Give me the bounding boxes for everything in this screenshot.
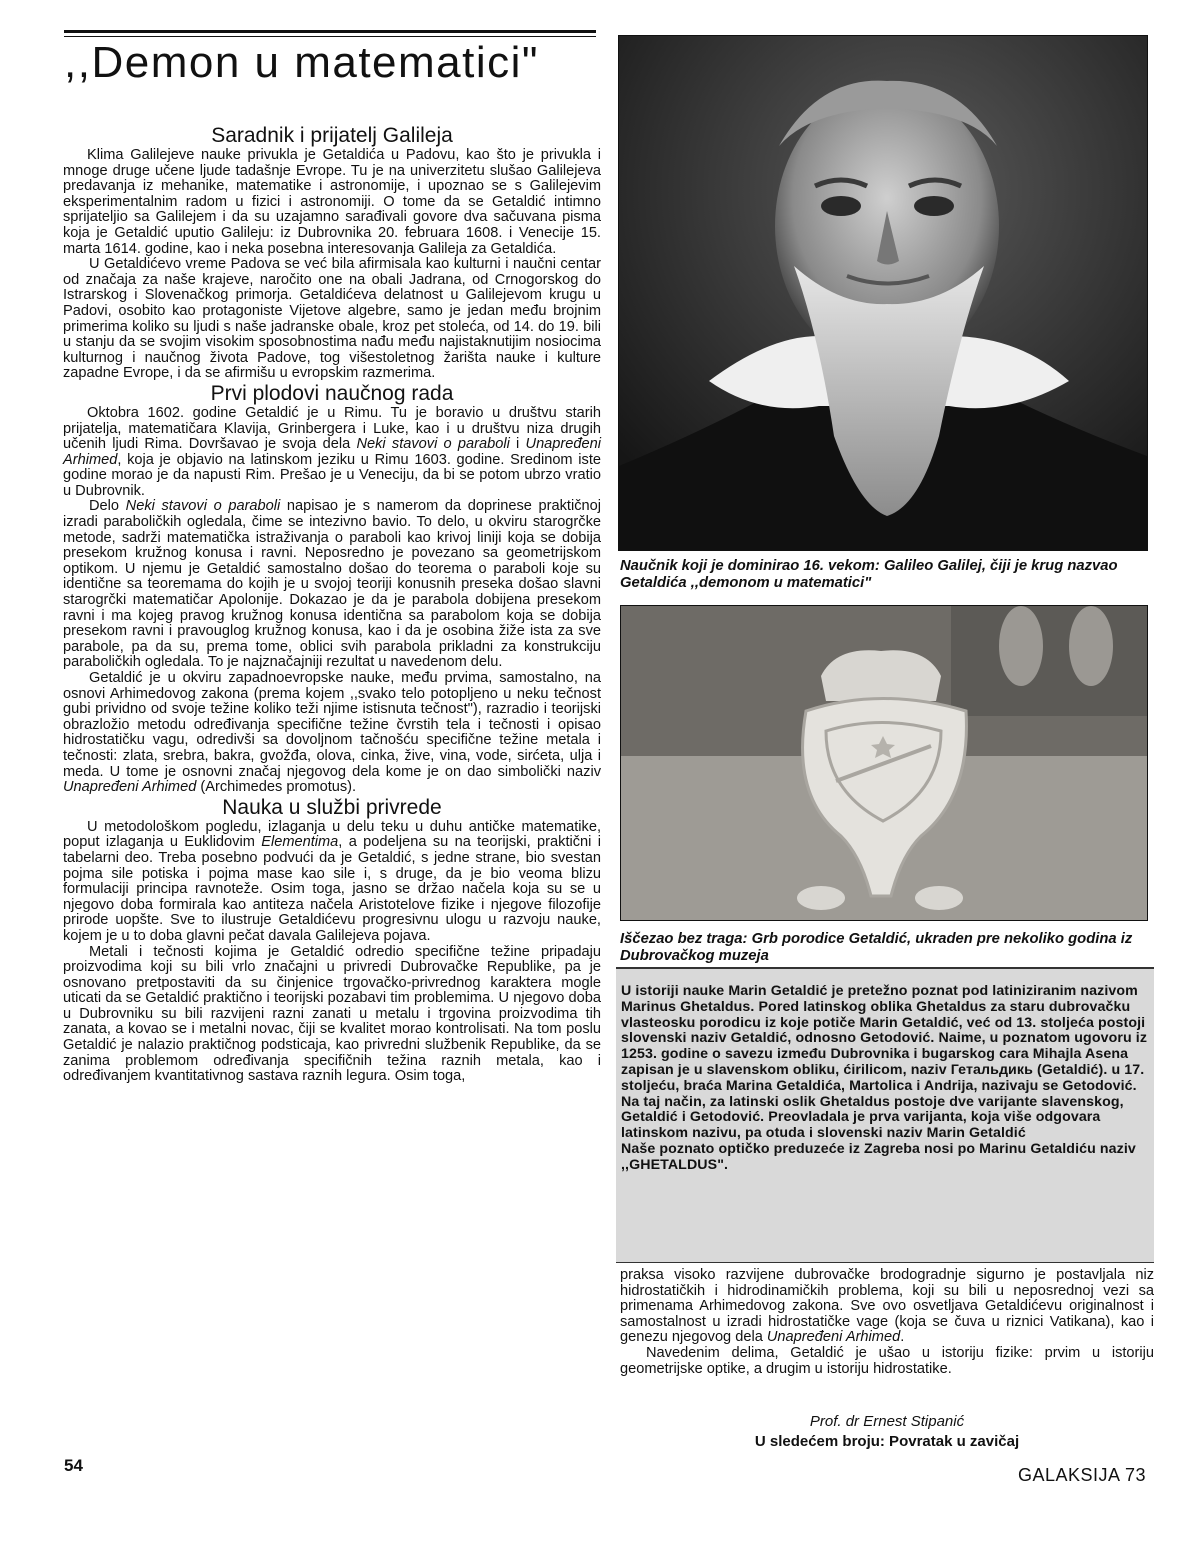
italic-title: Unapređeni Arhimed — [63, 779, 197, 796]
header-rule-top — [64, 30, 596, 33]
article-title: ,,Demon u matematici" — [64, 38, 540, 87]
coat-of-arms-photo — [620, 605, 1148, 921]
section-heading: Nauka u službi privrede — [222, 795, 442, 819]
body-paragraph: Klima Galilejeve nauke privukla je Getaldića u Padovu, kao što je privukla i mnoge druge učene ljude tadašnje Evrope. Tu je na univerzitetu slušao Galilejeva predavanja iz mehanike, matematike i astronomije, i upoznao se s Galilejevim eksperimentalnim radom u fizici i astronomiji. O tome da se Getaldić intimno sprijateljio sa Galilejem i da su uzajamno sarađivali govore dva sačuvana pisma koja je Getaldić uputio Galileju: iz Dubrovnika 20. februara 1608. i Venecije 15. marta 1614. godine, kao i neka posebna interesovanja Galileja za Getaldića. — [63, 147, 601, 257]
body-paragraph: Metali i tečnosti kojima je Getaldić odredio specifične težine pripadaju proizvodima koji su bili vrlo značajni u privredi Dubrovačke Republike, pa je osnovano pretpostaviti da su činjenice trgovačko-privrednog karaktera mogle uticati da se Getaldić praktično i teorijski pozabavi tim problemima. U njegovo doba u Dubrovniku su bili razvijeni razni zanati u metalu i trgovina proizvodima tih zanata, a kovao se i metalni novac, čiji se kvalitet morao kontrolisati. Na tom poslu Getaldić je nalazio praktičnog podsticaja, kao privredni službenik Republike, da se zanima problemom određivanja specifičnih težina raznih metala, kao i određivanjem kvantitativnog sastava raznih legura. Osim toga, — [63, 943, 601, 1085]
page-number: 54 — [64, 1456, 83, 1475]
body-paragraph: Oktobra 1602. godine Getaldić je u Rimu. Tu je boravio u društvu starih prijatelja, matematičara Klavija, Grinbergera i Luke, kao i u društvu niza drugih učenih ljudi Rima. Dovršavao je svoja dela Neki stavovi o paraboli i Unapređeni Arhimed, koja je objavio na latinskom jeziku u Rimu 1603. godine. Sredinom iste godine morao je da napusti Rim. Prešao je u Veneciju, da bi se potom ubrzo vratio u Dubrovnik. — [63, 404, 601, 499]
right-column-text — [620, 1268, 1154, 1377]
sidebar-paragraph: Naše poznato optičko preduzeće iz Zagreba nosi po Marinu Getaldiću naziv ,,GHETALDUS". — [621, 1140, 1136, 1173]
sidebar-box — [616, 967, 1154, 1263]
sidebar-paragraph: U istoriji nauke Marin Getaldić je pretežno poznat pod latiniziranim nazivom Marinus Ghetaldus. Pored latinskog oblika Ghetaldus za staru dubrovačku vlasteosku porodicu iz koje potiče Marin Getaldić, već od 13. stoljeća postoji slovenski naziv Getaldić, odnosno Getodović. Naime, u poznatom ugovoru iz 1253. godine o savezu između Dubrovnika i bugarskog cara Mihajla Asena zapisan je u slavenskom obliku, ćirilicom, naziv Гетальдикь (Getaldić). u 17. stoljeću, braća Marina Getaldića, Martolica i Andrija, nazivaju se Getodović. Na taj način, za latinski oslik Ghetaldus postoje dve varijante slavenskog, Getaldić i Getodović. Preovladala je prva varijanta, koja više odgovara latinskom nazivu, pa otuda i slovenski naziv Marin Getaldić — [621, 983, 1148, 1142]
section-heading: Saradnik i prijatelj Galileja — [211, 124, 453, 147]
body-paragraph: Navedenim delima, Getaldić je ušao u istoriju fizike: prvim u istoriju geometrijske optike, a drugim u istoriju hidrostatike. — [620, 1344, 1154, 1377]
body-paragraph: praksa visoko razvijene dubrovačke brodogradnje sigurno je postavljala niz hidrostatičkih i hidrodinamičkih problema, koji su bili u neposrednoj vezi sa primenama Arhimedovog zakona. Sve ovo osvetljava Getaldićevu originalnost i samostalnost u izradi hidrostatičke vage (koja se čuva u riznici Vatikana), kao i genezu njegovog dela Unapređeni Arhimed. — [620, 1267, 1154, 1346]
italic-title: Elementima — [261, 834, 339, 851]
body-paragraph: Getaldić je u okviru zapadnoevropske nauke, među prvima, samostalno, na osnovi Arhimedovog zakona (prema kojem ,,svako telo potopljeno u neku tečnost gubi prividno od svoje težine koliko teži njime istisnuta tečnost"), razradio i teorijski obrazložio metodu određivanja specifične težine čvrstih tela i tečnosti i opisao hidrostatičku vagu, odredivši sa dovoljnom tačnošću specifične težine metala i tečnosti: zlata, srebra, bakra, gvožđa, olova, cinka, žive, vina, vode, sirćeta, ulja i meda. U tome je osnovni značaj njegovog dela kome je on dao simbolički naziv Unapređeni Arhimed (Archimedes promotus). — [63, 670, 601, 796]
header-rule-bottom — [64, 36, 596, 37]
coat-of-arms-illustration — [621, 606, 1147, 920]
galileo-portrait-photo — [618, 35, 1148, 551]
italic-title: Unapređeni Arhimed — [766, 1329, 901, 1346]
galileo-photo-caption: Naučnik koji je dominirao 16. vekom: Galileo Galilej, čiji je krug nazvao Getaldića ,,demonom u matematici" — [620, 558, 1118, 591]
body-paragraph: U Getaldićevo vreme Padova se već bila afirmisala kao kulturni i naučni centar od značaja za naše krajeve, naročito one na obali Jadrana, od Crnogorskog do Istrarskog i Slovenačkog primorja. Getaldićeva delatnost u Galilejevom krugu u Padovi, osobito kao protagoniste Vijetove algebre, samo je jedan među brojnim primerima koliko su ljudi s naše jadranske obale, kroz pet stoleća, od 14. do 19. bili u stanju da se svojim visokim sposobnostima nađu među najistaknutijim nosiocima kulturnog i naučnog života Padove, tog višestoletnog žarišta nauke i kulture zapadne Evrope, i da se afirmišu u evropskim razmerima. — [63, 256, 601, 382]
magazine-footer: GALAKSIJA 73 — [1018, 1465, 1147, 1485]
italic-title: Neki stavovi o paraboli — [356, 436, 510, 453]
author-signature: Prof. dr Ernest Stipanić — [809, 1413, 965, 1430]
galileo-portrait-illustration — [619, 36, 1147, 550]
coat-of-arms-caption: Iščezao bez traga: Grb porodice Getaldić, ukraden pre nekoliko godina iz Dubrovačkog muzeja — [620, 931, 1133, 964]
section-heading: Prvi plodovi naučnog rada — [210, 381, 454, 405]
italic-title: Neki stavovi o paraboli — [125, 498, 281, 515]
left-column — [63, 124, 601, 1085]
next-issue-notice: U sledećem broju: Povratak u zavičaj — [754, 1433, 1020, 1450]
body-paragraph: Delo Neki stavovi o paraboli napisao je s namerom da doprinese praktičnoj izradi paraboličkih ogledala, čime se intezivno bavio. To delo, u okviru starogrčke metode, sadrži matematička istraživanja o paraboli kao krivoj liniji koja se dobija presekom kružnog konusa i ravni. Neposredno je povezano sa geometrijskom optikom. U njemu je Getaldić samostalno došao do teorema o paraboli koje su identične sa teoremama do kojih je u svojoj teoriji konusnih preseka došao slavni starogrčki matematičar Apolonije. Dokazao je da je parabola dobijena presekom ravni i ma kojeg pravog kružnog konusa identična sa parabolom koja se dobija presekom ravni i pravouglog kružnog konusa, kao i da je osobina žiže ista za sve parabole, pa da su, prema tome, oblici svih parabola prikladni za konstrukciju paraboličkih ogledala. To je najznačajniji rezultat u navedenom delu. — [63, 498, 602, 671]
body-paragraph: U metodološkom pogledu, izlaganja u delu teku u duhu antičke matematike, poput izlaganja u Euklidovim Elementima, a podeljena su na teorijski, praktični i tabelarni deo. Treba posebno podvući da je Getaldić, s jedne strane, bio svestan pojma sile potiska i pojma mase kao sile i, s druge, da je bio veoma blizu formulaciji principa ravnoteže. Osim toga, jasno se držao načela koja su se u njegovo doba formirala kao antiteza načela Aristotelove fizike i njegove filozofije prirode uopšte. Sve to ilustruje Getaldićevu progresivnu ulogu u razvoju nauke, kojem je u to doba glavni pečat davala Galilejeva pojava. — [63, 818, 601, 944]
italic-title: Unapređeni Arhimed — [63, 436, 601, 468]
